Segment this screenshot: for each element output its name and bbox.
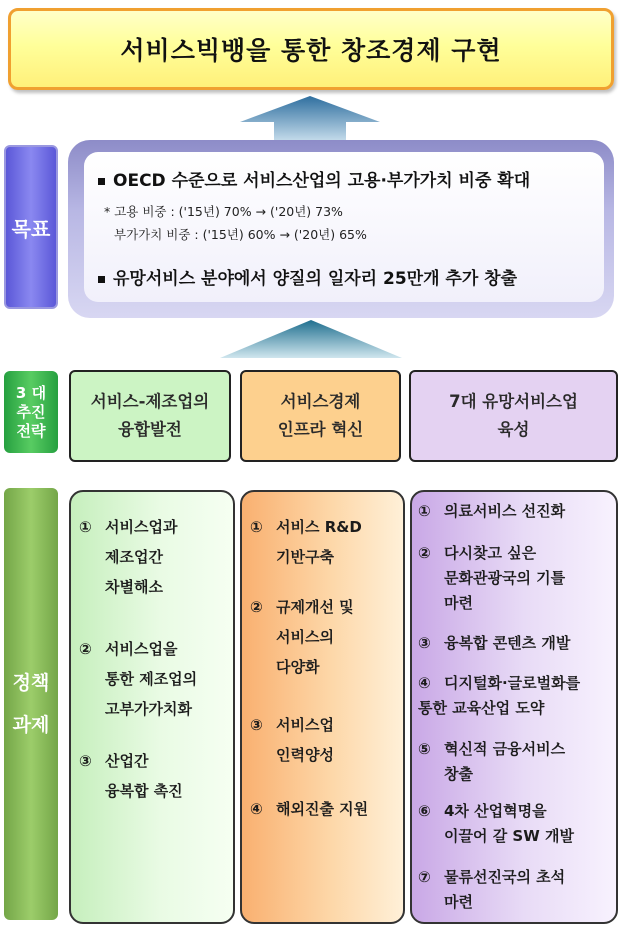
goal-section-label: [4, 145, 58, 309]
policy-column-promising-services: [410, 490, 618, 924]
goal-subnote: [114, 225, 367, 243]
goal-item: [98, 166, 530, 191]
item-text: 서비스 R&D: [276, 518, 362, 536]
item-number: ⑤: [418, 740, 431, 758]
bullet-icon: [98, 178, 105, 185]
goal-item: [98, 264, 517, 289]
strategy-label-line: 3 대: [15, 383, 47, 402]
item-text: 융복합 촉진: [105, 782, 183, 800]
strategy-text: 서비스-제조업의: [90, 392, 210, 411]
item-text: 창출: [444, 765, 473, 783]
item-text: 산업간: [105, 752, 149, 770]
strategy-box-convergence: [69, 370, 231, 462]
item-number: ④: [418, 674, 431, 692]
item-text: 통한 제조업의: [105, 670, 198, 688]
item-text: 디지털화·글로벌화를: [444, 674, 581, 692]
policy-label-line: 정책: [12, 672, 50, 694]
vision-title: 서비스빅뱅을 통한 창조경제 구현: [120, 36, 502, 65]
item-text: 고부가가치화: [105, 700, 192, 718]
goal-item-text: OECD 수준으로 서비스산업의 고용·부가가치 비중 확대: [113, 171, 531, 191]
item-number: ③: [250, 716, 263, 734]
policy-section-label: [4, 488, 58, 920]
item-text: 물류선진국의 초석: [444, 868, 566, 886]
item-number: ①: [418, 502, 431, 520]
item-number: ③: [79, 752, 92, 770]
item-text: 서비스업을: [105, 640, 178, 658]
item-text: 문화관광국의 기틀: [444, 569, 566, 587]
policy-label-line: 과제: [12, 714, 50, 736]
item-number: ①: [79, 518, 92, 536]
policy-column-convergence: [69, 490, 235, 924]
item-text: 다시찾고 싶은: [444, 544, 537, 562]
goal-subnote: [104, 202, 343, 220]
policy-column-infrastructure: [240, 490, 405, 924]
item-text: 혁신적 금융서비스: [444, 740, 566, 758]
item-number: ⑥: [418, 802, 431, 820]
strategy-text: 육성: [497, 420, 530, 439]
strategy-box-promising-services: [409, 370, 618, 462]
goal-content: [84, 152, 604, 302]
item-text: 마련: [444, 594, 473, 612]
item-text: 해외진출 지원: [276, 800, 369, 818]
item-text: 제조업간: [105, 548, 163, 566]
item-number: ⑦: [418, 868, 431, 886]
strategy-box-infrastructure: [240, 370, 401, 462]
strategy-text: 7대 유망서비스업: [449, 392, 578, 411]
item-text: 융복합 콘텐츠 개발: [444, 634, 571, 652]
item-text: 통한 교육산업 도약: [418, 699, 545, 717]
up-arrow-icon: [240, 96, 380, 144]
item-text: 인력양성: [276, 746, 334, 764]
goal-label-text: 목표: [11, 216, 51, 241]
item-text: 기반구축: [276, 548, 334, 566]
goal-subnote-text: 부가가치 비중 : ('15년) 60% → ('20년) 65%: [114, 227, 367, 242]
strategy-text: 융합발전: [118, 420, 182, 439]
item-text: 이끌어 갈 SW 개발: [444, 827, 574, 845]
up-arrow-icon: [220, 320, 402, 358]
item-text: 다양화: [276, 658, 320, 676]
item-number: ②: [250, 598, 263, 616]
item-number: ②: [79, 640, 92, 658]
item-text: 서비스업: [276, 716, 334, 734]
item-number: ②: [418, 544, 431, 562]
item-text: 서비스업과: [105, 518, 178, 536]
vision-title-banner: [8, 8, 614, 90]
bullet-icon: [98, 276, 105, 283]
item-text: 마련: [444, 893, 473, 911]
item-number: ①: [250, 518, 263, 536]
goal-subnote-text: * 고용 비중 : ('15년) 70% → ('20년) 73%: [104, 204, 343, 219]
item-text: 서비스의: [276, 628, 334, 646]
strategy-label-line: 추진: [16, 402, 46, 421]
item-number: ④: [250, 800, 263, 818]
item-text: 4차 산업혁명을: [444, 802, 547, 820]
goal-item-text: 유망서비스 분야에서 양질의 일자리 25만개 추가 창출: [113, 269, 518, 289]
item-text: 차별해소: [105, 578, 163, 596]
item-number: ③: [418, 634, 431, 652]
strategy-section-label: [4, 371, 58, 453]
item-text: 규제개선 및: [276, 598, 354, 616]
strategy-label-line: 전략: [16, 421, 46, 440]
item-text: 의료서비스 선진화: [444, 502, 566, 520]
strategy-text: 서비스경제: [280, 392, 361, 411]
strategy-text: 인프라 혁신: [277, 420, 364, 439]
